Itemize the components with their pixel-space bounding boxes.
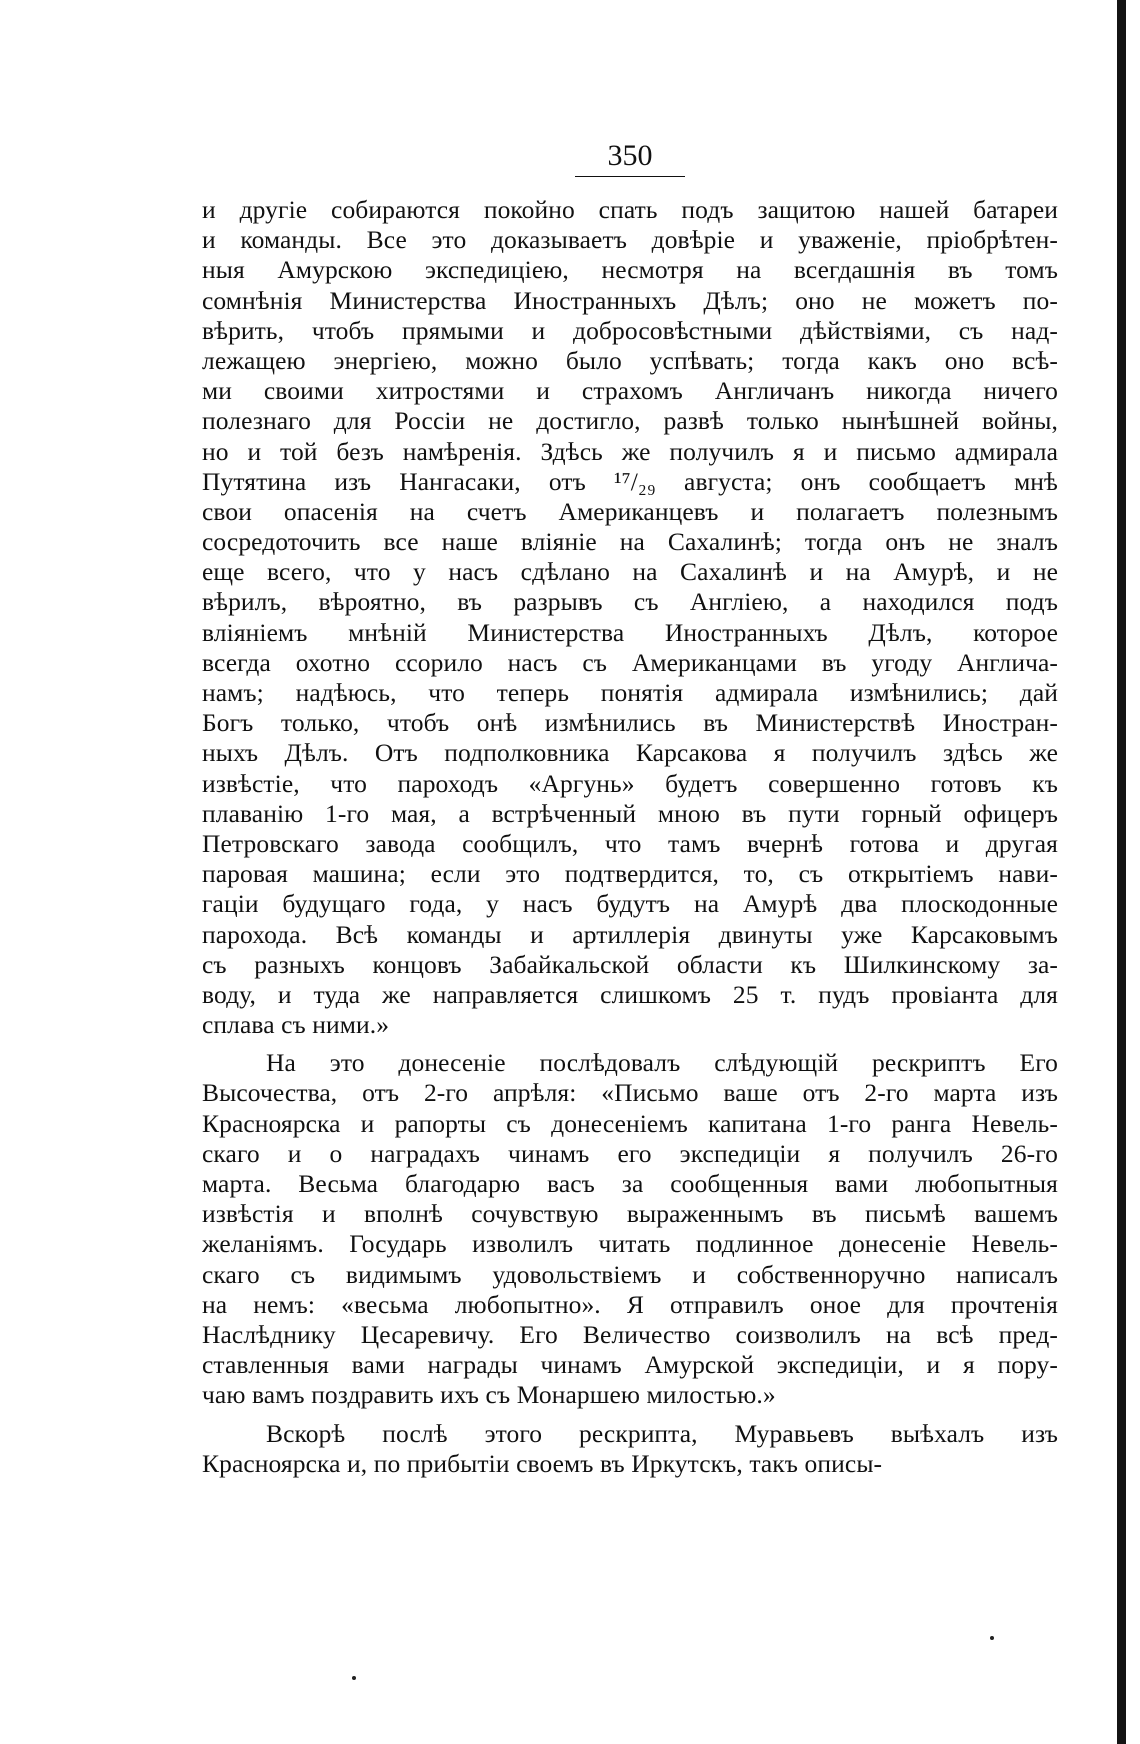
text-line: воду, и туда же направляется слишкомъ 25 т. пудъ провіанта для bbox=[202, 979, 1058, 1009]
text-line: марта. Весьма благодарю васъ за сообщенныя вами любопытныя bbox=[202, 1169, 1058, 1198]
text-line: всегда охотно ссорило насъ съ Американцами въ угоду Англича- bbox=[202, 647, 1058, 677]
text-line: намъ; надѣюсь, что теперь понятія адмирала измѣнились; дай bbox=[202, 678, 1058, 707]
text-line: желаніямъ. Государь изволилъ читать подлинное донесеніе Невель- bbox=[202, 1229, 1058, 1259]
text-line: Красноярска и, по прибытіи своемъ въ Иркутскъ, такъ описы- bbox=[202, 1448, 883, 1478]
text-line: ставленныя вами награды чинамъ Амурской экспедиціи, и я пору- bbox=[202, 1350, 1058, 1380]
text-line: и другіе собираются покойно спать подъ защитою нашей батареи bbox=[202, 195, 1058, 224]
text-line: парохода. Всѣ команды и артиллерія двинуты уже Карсаковымъ bbox=[202, 919, 1058, 949]
text-line: Красноярска и рапорты съ донесеніемъ капитана 1-го ранга Невель- bbox=[202, 1108, 1058, 1138]
text-line: На это донесеніе послѣдовалъ слѣдующій рескриптъ Его bbox=[266, 1048, 1058, 1078]
scan-speck bbox=[352, 1676, 356, 1680]
text-line: съ разныхъ концовъ Забайкальской области къ Шилкинскому за- bbox=[202, 949, 1058, 979]
text-line: сосредоточить все наше вліяніе на Сахалинѣ; тогда онъ не зналъ bbox=[202, 527, 1058, 557]
text-line: плаванію 1-го мая, а встрѣченный мною въ пути горный офицеръ bbox=[202, 798, 1058, 828]
paragraph bbox=[202, 1048, 1058, 1410]
text-line: свои опасенія на счетъ Американцевъ и полагаетъ полезнымъ bbox=[202, 496, 1058, 526]
paragraph bbox=[202, 1419, 1058, 1479]
text-line: Высочества, отъ 2-го апрѣля: «Письмо ваше отъ 2-го марта изъ bbox=[202, 1078, 1058, 1108]
text-line: сплава съ ними.» bbox=[202, 1010, 390, 1040]
paragraph bbox=[202, 195, 1058, 1040]
text-line: чаю вамъ поздравить ихъ съ Монаршею милостью.» bbox=[202, 1380, 776, 1410]
text-line: полезнаго для Россіи не достигло, развѣ только нынѣшней войны, bbox=[202, 406, 1058, 436]
text-line: Наслѣднику Цесаревичу. Его Величество соизволилъ на всѣ пред- bbox=[202, 1319, 1058, 1349]
text-line: ныя Амурскою экспедиціею, несмотря на всегдашнія въ томъ bbox=[202, 255, 1058, 285]
paragraph-gap bbox=[202, 1040, 1058, 1048]
text-line: сомнѣнія Министерства Иностранныхъ Дѣлъ; оно не можетъ по- bbox=[202, 285, 1058, 315]
text-line: на немъ: «весьма любопытно». Я отправилъ оное для прочтенія bbox=[202, 1289, 1058, 1319]
text-line: гаціи будущаго года, у насъ будутъ на Амурѣ два плоскодонные bbox=[202, 889, 1058, 919]
text-line: вѣрить, чтобъ прямыми и добросовѣстными дѣйствіями, съ над- bbox=[202, 315, 1058, 345]
text-line: ми своими хитростями и страхомъ Англичанъ никогда ничего bbox=[202, 376, 1058, 406]
text-line: паровая машина; если это подтвердится, то, съ открытіемъ нави- bbox=[202, 859, 1058, 889]
text-line: Богъ только, чтобъ онѣ измѣнились въ Министерствѣ Иностран- bbox=[202, 708, 1058, 738]
text-line: еще всего, что у насъ сдѣлано на Сахалинѣ и на Амурѣ, и не bbox=[202, 557, 1058, 587]
text-line: лежащею энергіею, можно было успѣвать; тогда какъ оно всѣ- bbox=[202, 345, 1058, 375]
text-line: извѣстіе, что пароходъ «Аргунь» будетъ совершенно готовъ къ bbox=[202, 768, 1058, 798]
text-line: Вскорѣ послѣ этого рескрипта, Муравьевъ выѣхалъ изъ bbox=[266, 1418, 1058, 1448]
text-line: Петровскаго завода сообщилъ, что тамъ вчернѣ готова и другая bbox=[202, 828, 1058, 858]
text-line: извѣстія и вполнѣ сочувствую выраженнымъ въ письмѣ вашемъ bbox=[202, 1199, 1058, 1229]
text-line: скаго и о наградахъ чинамъ его экспедиціи я получилъ 26-го bbox=[202, 1138, 1058, 1168]
text-line: но и той безъ намѣренія. Здѣсь же получилъ я и письмо адмирала bbox=[202, 436, 1058, 466]
text-line: и команды. Все это доказываетъ довѣріе и уваженіе, пріобрѣтен- bbox=[202, 225, 1058, 255]
text-line: вліяніемъ мнѣній Министерства Иностранныхъ Дѣлъ, которое bbox=[202, 617, 1058, 647]
paragraph-gap bbox=[202, 1411, 1058, 1419]
scan-edge-shadow bbox=[1117, 0, 1126, 1744]
scan-speck bbox=[990, 1636, 994, 1640]
body-text bbox=[202, 195, 1058, 1479]
text-line: скаго съ видимымъ удовольствіемъ и собственноручно написалъ bbox=[202, 1259, 1058, 1289]
text-line: ныхъ Дѣлъ. Отъ подполковника Карсакова я получилъ здѣсь же bbox=[202, 738, 1058, 768]
text-line: Путятина изъ Нангасаки, отъ ¹⁷/₂₉ августа; онъ сообщаетъ мнѣ bbox=[202, 466, 1058, 496]
page-number: 350 bbox=[575, 140, 685, 177]
text-line: вѣрилъ, вѣроятно, въ разрывъ съ Англіею, а находился подъ bbox=[202, 587, 1058, 617]
